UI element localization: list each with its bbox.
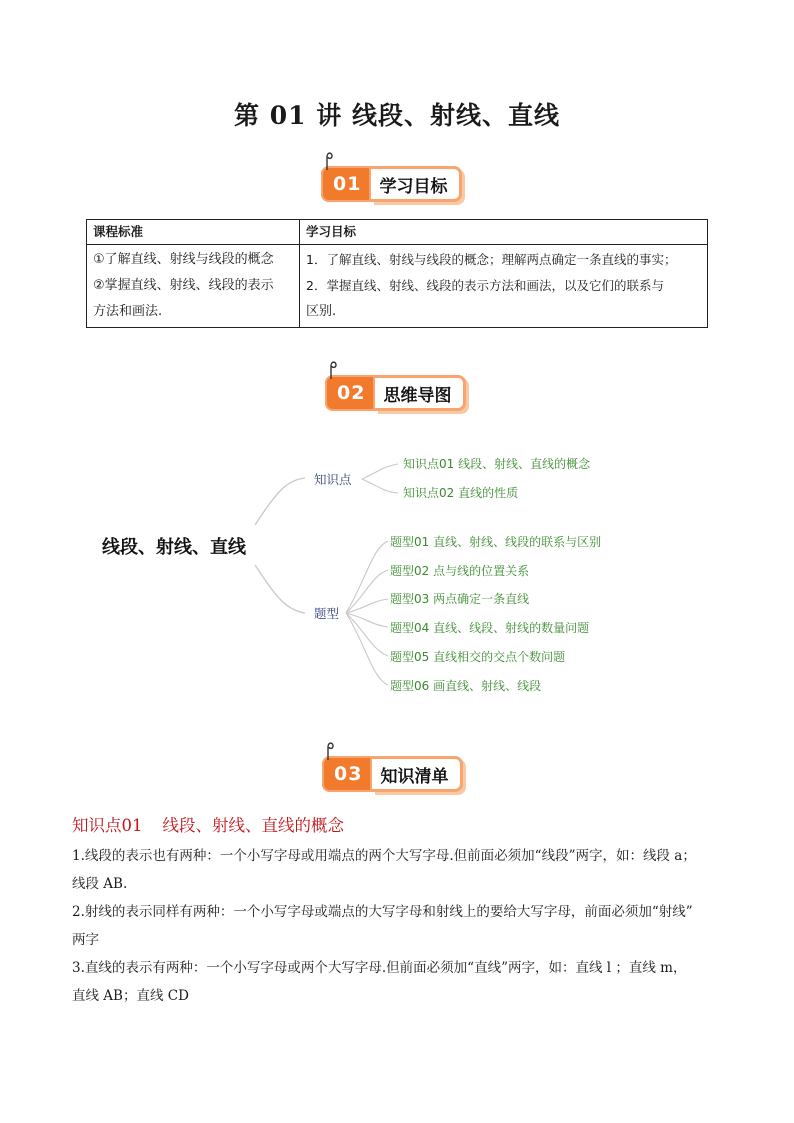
table-header-row — [87, 220, 708, 245]
standard-line: ①了解直线、射线与线段的概念 — [93, 252, 274, 267]
branch-label-types: 题型 — [314, 606, 340, 621]
section-number: 01 — [321, 166, 371, 202]
paragraph-2 — [72, 898, 722, 954]
section-label: 思维导图 — [375, 375, 466, 411]
type-item: 题型05 直线相交的交点个数问题 — [390, 650, 566, 664]
knowledge-item: 知识点01 线段、射线、直线的概念 — [403, 457, 591, 471]
page-title: 第 01 讲 线段、射线、直线 — [234, 101, 560, 130]
knowledge-item: 知识点02 直线的性质 — [403, 486, 519, 500]
paragraph-3 — [72, 954, 722, 1010]
knowledge-point-number: 知识点01 — [72, 816, 143, 835]
section-badge-mindmap — [325, 374, 466, 412]
connector — [346, 541, 388, 613]
section-number: 02 — [325, 375, 375, 411]
goal-line: 2．掌握直线、射线、线段的表示方法和画法，以及它们的联系与 — [306, 278, 664, 293]
type-item: 题型01 直线、射线、线段的联系与区别 — [390, 535, 602, 549]
connector — [255, 565, 305, 613]
paragraph-line: 线段 AB. — [72, 876, 128, 892]
hook-icon — [320, 739, 336, 761]
paragraph-line: 2.射线的表示同样有两种：一个小写字母或端点的大写字母和射线上的要给大写字母，前面必须加“射线” — [72, 904, 693, 920]
paragraph-line: 3.直线的表示有两种：一个小写字母或两个大写字母.但前面必须加“直线”两字，如：直线 l ；直线 m， — [72, 960, 687, 976]
paragraph-line: 两字 — [72, 932, 99, 948]
section-badge-goals — [321, 165, 462, 203]
type-item: 题型04 直线、线段、射线的数量问题 — [390, 621, 590, 635]
mindmap-root: 线段、射线、直线 — [102, 537, 246, 558]
type-item: 题型03 两点确定一条直线 — [390, 592, 530, 606]
section-label: 学习目标 — [371, 166, 462, 202]
header-goal: 学习目标 — [300, 220, 708, 245]
branch-label-knowledge: 知识点 — [314, 472, 352, 487]
standard-cell — [87, 245, 300, 328]
table-row — [87, 245, 708, 328]
goals-table — [86, 219, 708, 328]
header-standard: 课程标准 — [87, 220, 300, 245]
standard-line: ②掌握直线、射线、线段的表示 — [93, 278, 274, 293]
goal-line: 区别. — [306, 304, 337, 319]
connector — [362, 479, 398, 493]
section-label: 知识清单 — [372, 756, 463, 792]
paragraph-line: 1.线段的表示也有两种：一个小写字母或用端点的两个大写字母.但前面必须加“线段”两字，如：线段 a； — [72, 848, 696, 864]
knowledge-point-title: 线段、射线、直线的概念 — [162, 816, 344, 835]
connector — [346, 613, 388, 685]
connector — [255, 478, 305, 525]
knowledge-point-heading — [72, 812, 344, 836]
paragraph-line: 直线 AB；直线 CD — [72, 988, 189, 1004]
hook-icon — [323, 358, 339, 380]
goal-line: 1．了解直线、射线与线段的概念；理解两点确定一条直线的事实； — [306, 252, 677, 267]
paragraph-1 — [72, 842, 722, 898]
connector — [362, 464, 398, 479]
mind-map — [0, 420, 794, 710]
connector — [346, 613, 388, 656]
goal-cell — [300, 245, 708, 328]
section-badge-knowledge — [322, 755, 463, 793]
connector — [346, 570, 388, 613]
type-item: 题型02 点与线的位置关系 — [390, 564, 530, 578]
type-item: 题型06 画直线、射线、线段 — [390, 679, 542, 693]
section-number: 03 — [322, 756, 372, 792]
hook-icon — [319, 149, 335, 171]
standard-line: 方法和画法. — [93, 304, 163, 319]
